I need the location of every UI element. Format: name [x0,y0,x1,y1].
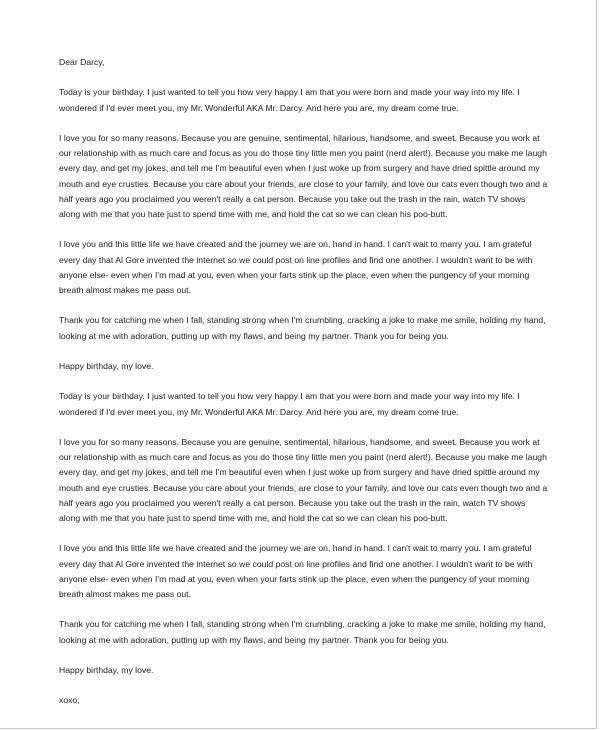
paragraph-birthday-intro: Today is your birthday. I just wanted to tell you how very happy I am that you were born and made your way into my life. I wondered if I'd ever meet you, my Mr. Wonderful AKA Mr. Darcy. And here you are, my dream come true. [59,87,520,113]
paragraph-thank-you-repeat: Thank you for catching me when I fall, standing strong when I'm crumbling, cracking a joke to make me smile, holding my hand, looking at me with adoration, putting up with my flaws, and being my partner. Thank you for being you. [59,619,546,645]
paragraph-reasons-repeat: I love you for so many reasons. Because you are genuine, sentimental, hilarious, handsome, and sweet. Because you work at our relationship with as much care and focus as you do those tiny little men you paint (nerd alert!). Because you make me laugh every day, and get my jokes, and tell me I'm beautiful even when I just woke up from surgery and have dried spittle around my mouth and eye crusties. Because you care about your friends, are close to your family, and love our cats even though two and a half years ago you proclaimed you weren't really a cat person. Because you take out the trash in the rain, watch TV shows along with me that you hate just to spend time with me, and hold the cat so we can clean his poo-butt. [59,436,548,523]
paragraph-birthday-intro-repeat: Today is your birthday. I just wanted to tell you how very happy I am that you were born and made your way into my life. I wondered if I'd ever meet you, my Mr. Wonderful AKA Mr. Darcy. And here you are, my dream come true. [59,391,520,417]
paragraph-journey: I love you and this little life we have created and the journey we are on, hand in hand. I can't wait to marry you. I am grateful every day that Al Gore invented the internet so we could post on line profiles and find one another. I wouldn't want to be with anyone else- even when I'm mad at you, even when your farts stink up the place, even when the pungency of your morning breath almost makes me pass out. [59,239,533,295]
letter-body [59,55,549,724]
paragraph-reasons: I love you for so many reasons. Because you are genuine, sentimental, hilarious, handsome, and sweet. Because you work at our relationship with as much care and focus as you do those tiny little men you paint (nerd alert!). Because you make me laugh every day, and get my jokes, and tell me I'm beautiful even when I just woke up from surgery and have dried spittle around my mouth and eye crusties. Because you care about your friends, are close to your family, and love our cats even though two and a half years ago you proclaimed you weren't really a cat person. Because you take out the trash in the rain, watch TV shows along with me that you hate just to spend time with me, and hold the cat so we can clean his poo-butt. [59,132,548,219]
paragraph-thank-you: Thank you for catching me when I fall, standing strong when I'm crumbling, cracking a joke to make me smile, holding my hand, looking at me with adoration, putting up with my flaws, and being my partner. Thank you for being you. [59,315,546,341]
paragraph-journey-repeat: I love you and this little life we have created and the journey we are on, hand in hand. I can't wait to marry you. I am grateful every day that Al Gore invented the internet so we could post on line profiles and find one another. I wouldn't want to be with anyone else- even when I'm mad at you, even when your farts stink up the place, even when the pungency of your morning breath almost makes me pass out. [59,543,533,599]
paragraph-happy-birthday-repeat: Happy birthday, my love. [59,664,154,675]
salutation: Dear Darcy, [59,57,105,67]
paragraph-happy-birthday: Happy birthday, my love. [59,360,154,371]
closing: xoxo, [59,695,80,706]
